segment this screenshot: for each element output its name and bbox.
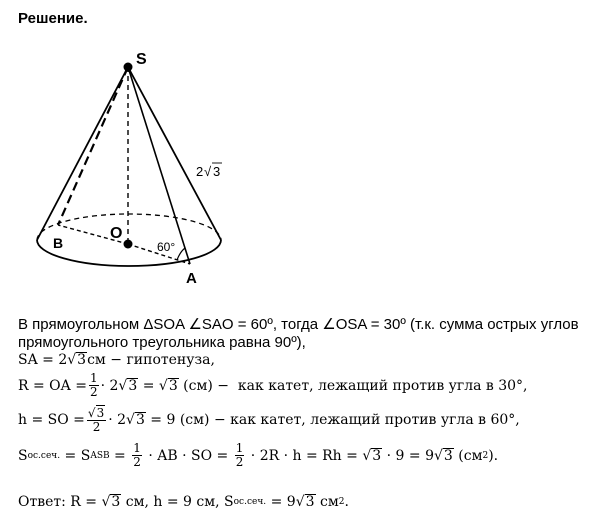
- r-lhs: R = OA =: [18, 377, 87, 394]
- s-mid3: · 9 = 9: [382, 447, 434, 464]
- h-rest: = 9 (см) − как катет, лежащий против угла в 60°,: [145, 411, 520, 428]
- r-frac-num: 1: [89, 371, 98, 385]
- s-mid2: · 2R · h = Rh =: [246, 447, 363, 464]
- sa-rest: см − гипотенуза,: [87, 352, 215, 368]
- sqrt-sign: √3: [362, 447, 382, 464]
- r-rest: (см) − как катет, лежащий против угла в 30°,: [178, 377, 528, 394]
- s-eq1: = S: [60, 447, 91, 464]
- h-lhs: h = SO =: [18, 411, 85, 428]
- slant-label-coef: 2: [196, 164, 204, 179]
- h-mid: · 2: [108, 411, 127, 428]
- segment-SB: [58, 67, 128, 225]
- s-end: ).: [488, 447, 499, 464]
- heading: Решение.: [18, 10, 88, 27]
- sqrt-sign: √3: [87, 406, 105, 420]
- label-O: O: [110, 225, 123, 242]
- point-O: [124, 240, 133, 249]
- sqrt-sign: √3: [295, 494, 315, 510]
- line-s: [18, 442, 498, 469]
- r-eq: =: [138, 377, 159, 394]
- s-fraction-2: [235, 442, 245, 469]
- answer-line: [18, 494, 349, 510]
- answer-sub: ос.сеч.: [233, 497, 267, 507]
- h-frac-radicand: 3: [96, 406, 105, 420]
- slant-length-label: [196, 163, 222, 179]
- r-radicand-1: 3: [128, 377, 138, 394]
- angle-arc-A: [177, 248, 185, 260]
- radical-sign: √: [204, 164, 212, 179]
- label-A: A: [186, 270, 197, 287]
- line-sa: [18, 352, 215, 368]
- s-eq2: =: [109, 447, 131, 464]
- s-unit-sup: 2: [482, 450, 489, 461]
- s-sub2: ASB: [90, 450, 110, 461]
- s-frac2-den: 2: [235, 455, 244, 469]
- answer-radicand-1: 3: [111, 494, 121, 510]
- answer-prefix: Ответ: R =: [18, 494, 102, 510]
- slant-label-rad: 3: [213, 164, 221, 179]
- answer-part3: = 9: [266, 494, 296, 510]
- answer-radicand-2: 3: [305, 494, 315, 510]
- label-B: B: [53, 235, 64, 251]
- sqrt-sign: √3: [101, 494, 121, 510]
- line-h: [18, 405, 520, 434]
- sqrt-sign: √3: [433, 447, 453, 464]
- r-frac-den: 2: [89, 385, 98, 399]
- r-radicand-2: 3: [168, 377, 178, 394]
- answer-part2: см, h = 9 см, S: [121, 494, 234, 510]
- s-mid1: · AB · SO =: [143, 447, 233, 464]
- h-frac-num: [87, 405, 106, 421]
- s-unit: (см: [453, 447, 483, 464]
- r-mid: · 2: [100, 377, 119, 394]
- answer-end: .: [344, 494, 349, 510]
- sqrt-sign: √3: [118, 377, 138, 394]
- sqrt-sign: √3: [126, 411, 145, 428]
- s-frac1-den: 2: [133, 455, 141, 469]
- s-sub1: ос.сеч.: [27, 450, 61, 461]
- angle-label-60: 60°: [157, 240, 176, 254]
- r-fraction: [89, 372, 99, 399]
- answer-unit: см: [315, 494, 339, 510]
- s-radicand-2: 3: [443, 447, 453, 464]
- point-S: [124, 63, 133, 72]
- line-r: [18, 372, 528, 399]
- s-frac2-num: 1: [235, 441, 244, 455]
- intro-text: В прямоугольном ΔSOA ∠SAO = 60º, тогда ∠OSA = 30º (т.к. сумма острых углов прямоугольного треугольника равна 90º),: [18, 316, 579, 351]
- s-fraction-1: [132, 442, 142, 469]
- h-fraction: [87, 405, 106, 434]
- h-frac-den: 2: [92, 420, 101, 434]
- s-frac1-num: 1: [133, 441, 141, 455]
- label-S: S: [136, 51, 147, 68]
- sqrt-sign: √3: [158, 377, 178, 394]
- s-radicand-1: 3: [372, 447, 382, 464]
- h-radicand-1: 3: [135, 411, 145, 428]
- sa-radicand: 3: [77, 352, 87, 368]
- s-s1: S: [18, 447, 28, 464]
- sa-lhs: SA = 2: [18, 352, 68, 368]
- sqrt-sign: √3: [67, 352, 87, 368]
- answer-unit-sup: 2: [338, 497, 345, 507]
